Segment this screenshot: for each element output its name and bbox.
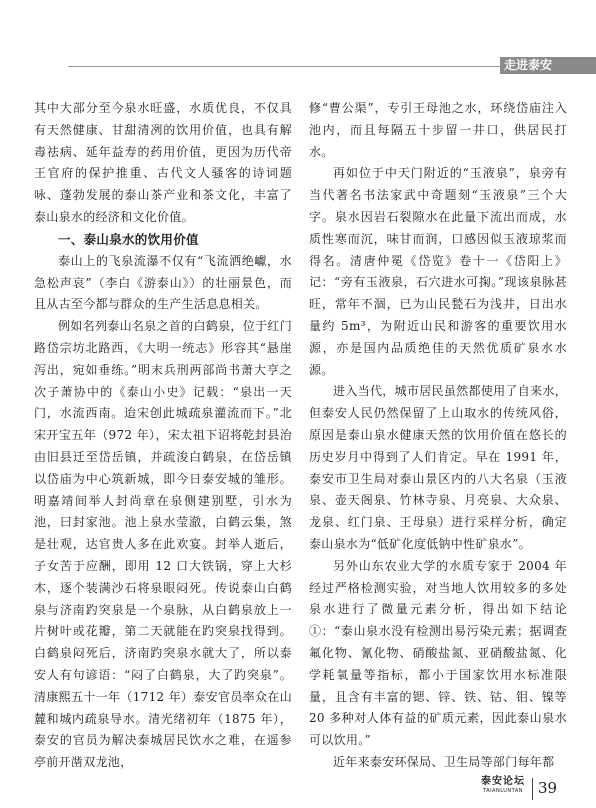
header-rule bbox=[68, 66, 500, 67]
right-column bbox=[309, 98, 567, 774]
journal-name-cn: 泰安论坛 bbox=[481, 776, 525, 787]
section-header-bar bbox=[500, 57, 596, 74]
footer-separator bbox=[532, 778, 533, 800]
right-paragraph-1: 修“曹公渠”，专引王母池之水，环绕岱庙注入池内，而且每隔五十步留一井口，供居民打水。 bbox=[309, 101, 567, 159]
journal-name-en: TAIANLUNTAN bbox=[483, 788, 523, 794]
left-paragraph-3: 例如名列泰山名泉之首的白鹤泉，位于红门路岱宗坊北路西，《大明一统志》形容其“悬崖泻出，宛如垂练。”明末兵刑两部尚书萧大亨之次子萧协中的《泰山小史》记载：“泉出一天门，水流西南。迨宋创此城疏泉灌流而下。”北宋开宝五年（972 年），宋太祖下诏将乾封县治由旧县迁至岱岳镇，并疏浚白鹤泉，在岱岳镇以岱庙为中心筑新城，即今日泰安城的雏形。明嘉靖间举人封尚章在泉侧建别墅，引水为池，曰封家池。池上泉水莹澈，白鹤云集，煞是壮观，达官贵人多在此欢宴。封举人逝后，子女苦于应酬，即用 12 口大铁锅，穿上大杉木，逐个装满沙石将泉眼闷死。传说泰山白鹤泉与济南趵突泉是一个泉脉，从白鹤泉放上一片树叶或花瓣，第二天就能在趵突泉找得到。白鹤泉闷死后，济南趵突泉水就大了，所以泰安人有句谚语：“闷了白鹤泉，大了趵突泉”。清康熙五十一年（1712 年）泰安官员率众在山麓和城内疏泉导水。清光绪初年（1875 年），泰安的官员为解决泰城居民饮水之难，在遥参亭前开凿双龙池， bbox=[34, 319, 292, 770]
page-number: 39 bbox=[538, 779, 558, 797]
journal-logo bbox=[479, 776, 527, 795]
section-title: 走进泰安 bbox=[504, 58, 553, 72]
left-paragraph-1: 其中大部分至今泉水旺盛，水质优良，不仅具有天然健康、甘甜清冽的饮用价值，也具有解毒祛病、延年益寿的药用价值，更因为历代帝王官府的保护推重、古代文人骚客的诗词题咏、蓬勃发展的泰山茶产业和茶文化，丰富了泰山泉水的经济和文化价值。 bbox=[34, 101, 292, 224]
right-paragraph-2: 再如位于中天门附近的“玉液泉”，泉旁有当代著名书法家武中奇题刻“玉液泉”三个大字。泉水因岩石裂隙水在此量下流出而成，水质性寒而沉，味甘而润，口感因似玉液琼浆而得名。清唐仲冕《岱览》卷十一《岱阳上》记：“旁有玉液泉，石穴进水可掬。”现该泉脉甚旺，常年不涸，已为山民甃石为浅井，日出水量约 5m³，为附近山民和游客的重要饮用水源，亦是国内品质绝佳的天然优质矿泉水水源。 bbox=[309, 166, 567, 377]
right-paragraph-4: 另外山东农业大学的水质专家于 2004 年经过严格检测实验，对当地人饮用较多的多处泉水进行了微量元素分析，得出如下结论①：“泰山泉水没有检测出易污染元素；据调查氟化物、氰化物、硝酸盐氮、亚硝酸盐氮、化学耗氧量等指标，都小于国家饮用水标准限量，且含有丰富的锶、锌、铁、钴、钼、镍等 20 多种对人体有益的矿质元素，因此泰山泉水可以饮用。” bbox=[309, 558, 567, 748]
left-column bbox=[34, 98, 292, 774]
right-paragraph-3: 进入当代，城市居民虽然都使用了自来水，但泰安人民仍然保留了上山取水的传统风俗，原因是泰山泉水健康天然的饮用价值在悠长的历史岁月中得到了人们肯定。早在 1991 年，泰安市卫生局对泰山景区内的八大名泉（玉液泉、壶天阁泉、竹林寺泉、月亮泉、大众泉、龙泉、红门泉、王母泉）进行采样分析，确定泰山泉水为“低矿化度低钠中性矿泉水”。 bbox=[309, 384, 567, 551]
left-paragraph-2: 泰山上的飞泉流瀑不仅有“飞流洒绝巘，水急松声哀”（李白《游泰山》）的壮丽景色，而且从古至今都与群众的生产生活息息相关。 bbox=[34, 253, 292, 312]
right-paragraph-5: 近年来泰安环保局、卫生局等部门每年都 bbox=[333, 754, 555, 769]
section-heading: 一、泰山泉水的饮用价值 bbox=[58, 231, 199, 247]
